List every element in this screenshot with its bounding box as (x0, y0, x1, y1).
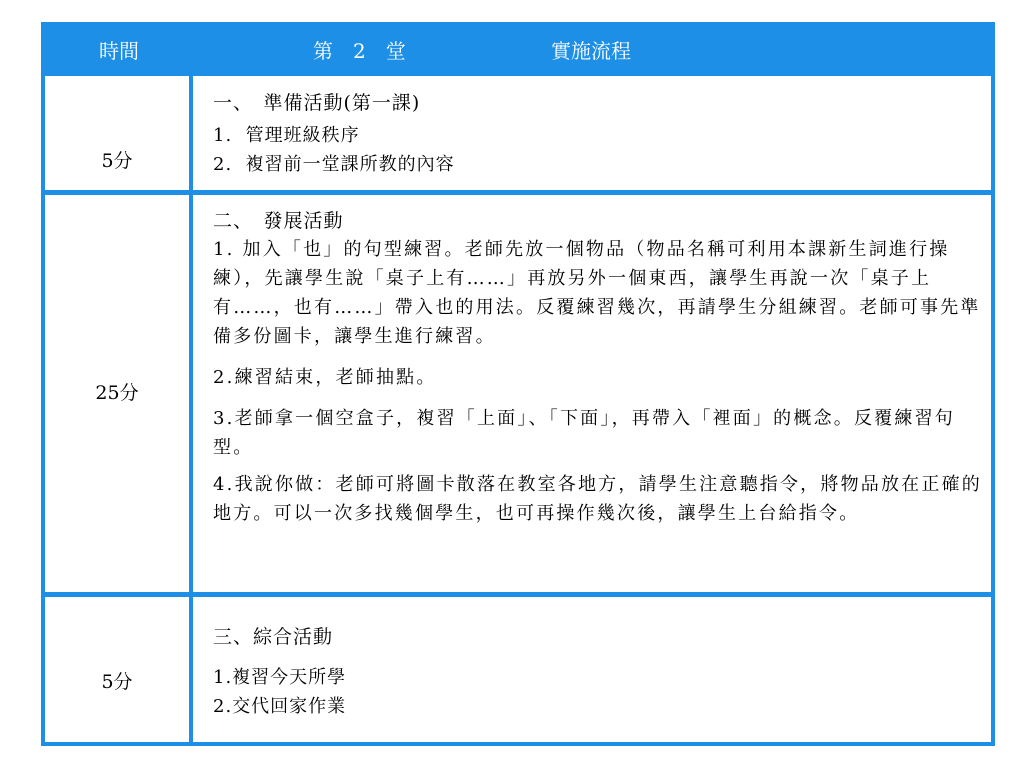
header-time-label: 時間 (99, 39, 139, 63)
row-time: 25分 (95, 382, 139, 404)
list-item: 4.我說你做：老師可將圖卡散落在教室各地方，請學生注意聽指令，將物品放在正確的地方。可以一次多找幾個學生，也可再操作幾次後，讓學生上台給指令。 (213, 474, 982, 524)
row-divider (45, 190, 991, 195)
section-heading: 二、 發展活動 (213, 210, 344, 232)
header-flow-label: 實施流程 (551, 39, 631, 63)
section-heading: 一、 準備活動(第一課) (213, 92, 421, 114)
list-item: 1.複習今天所學 (213, 667, 347, 688)
row-content (213, 622, 983, 718)
row-content (213, 88, 983, 176)
list-item: 2. 複習前一堂課所教的內容 (213, 154, 455, 175)
row-time: 5分 (101, 671, 133, 693)
row-content (213, 206, 985, 528)
lesson-plan-table (41, 22, 995, 746)
table-header (45, 26, 991, 76)
section-heading: 三、綜合活動 (213, 626, 334, 648)
header-session-label: 第 2 堂 (313, 39, 406, 63)
row-time: 5分 (101, 150, 133, 172)
list-item: 2.練習結束，老師抽點。 (213, 367, 437, 388)
row-divider (45, 592, 991, 597)
list-item: 2.交代回家作業 (213, 696, 347, 717)
column-divider (189, 76, 193, 742)
list-item: 3.老師拿一個空盒子，複習「上面」、「下面」，再帶入「裡面」的概念。反覆練習句型。 (213, 408, 955, 458)
header-title (193, 26, 991, 76)
list-item: 1. 管理班級秩序 (213, 125, 360, 146)
list-item: 1. 加入「也」的句型練習。老師先放一個物品（物品名稱可利用本課新生詞進行操練），先讓學生說「桌子上有……」再放另外一個東西，讓學生再說一次「桌子上有……，也有……」帶入也的用法。反覆練習幾次，再請學生分組練習。老師可事先準備多份圖卡，讓學生進行練習。 (213, 239, 981, 347)
